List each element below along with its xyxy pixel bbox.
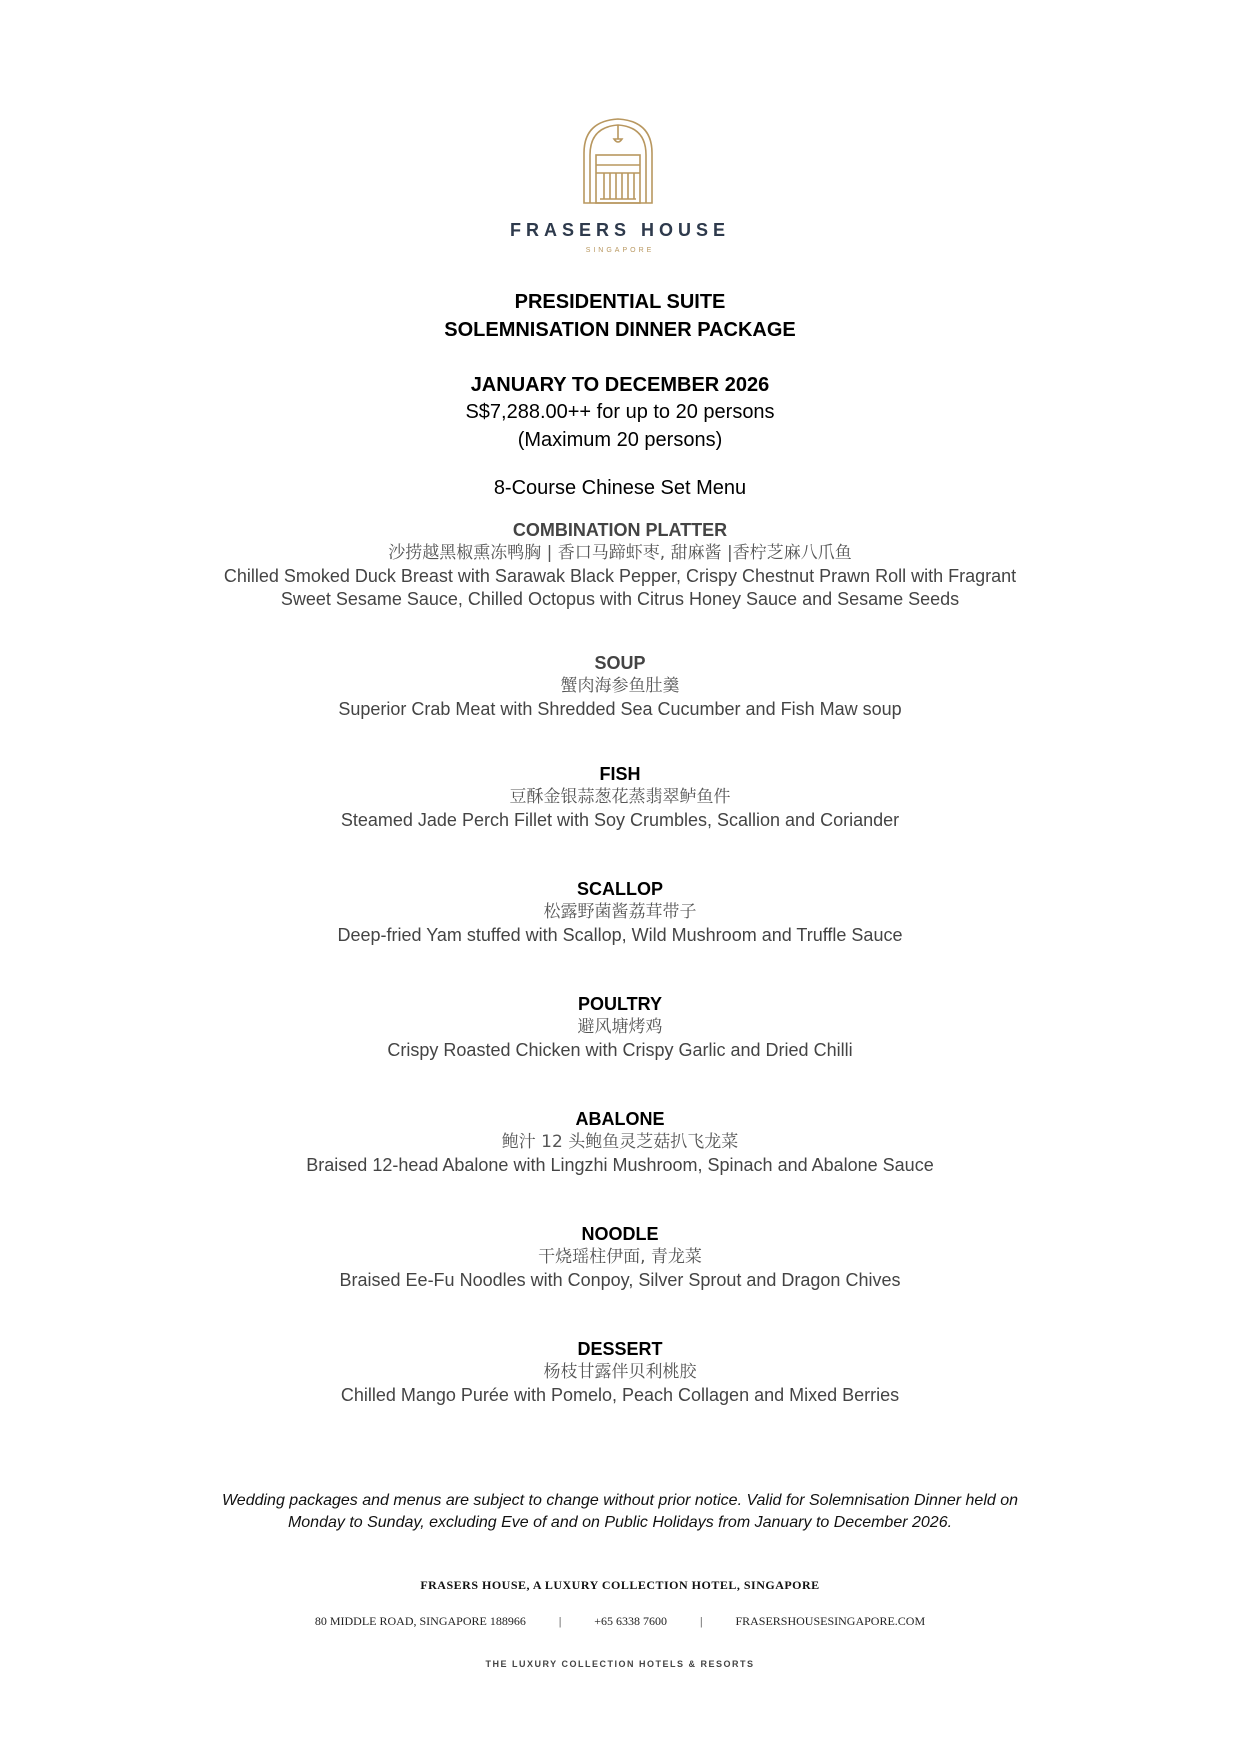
footer-phone: +65 6338 7600 [594, 1614, 668, 1628]
menu-name: 8-Course Chinese Set Menu [493, 477, 747, 499]
course-description-line-2: Sweet Sesame Sauce, Chilled Octopus with Citrus Honey Sauce and Sesame Seeds [280, 589, 960, 609]
course-poultry [0, 993, 1240, 1062]
course-heading: POULTRY [578, 994, 662, 1014]
course-description: Braised 12-head Abalone with Lingzhi Mushroom, Spinach and Abalone Sauce [306, 1155, 934, 1175]
course-chinese-name: 沙捞越黑椒熏冻鸭胸 | 香口马蹄虾枣, 甜麻酱 |香柠芝麻八爪鱼 [388, 543, 852, 563]
course-soup [0, 652, 1240, 721]
footer-website: FRASERSHOUSESINGAPORE.COM [735, 1614, 926, 1628]
footer-hotel-name: FRASERS HOUSE, A LUXURY COLLECTION HOTEL, SINGAPORE [420, 1578, 820, 1592]
course-scallop [0, 878, 1240, 947]
course-dessert [0, 1338, 1240, 1407]
course-heading: DESSERT [577, 1339, 663, 1359]
footer-separator: | [558, 1614, 562, 1628]
course-heading: FISH [599, 764, 641, 784]
course-description: Deep-fried Yam stuffed with Scallop, Wild Mushroom and Truffle Sauce [337, 925, 903, 945]
max-persons: (Maximum 20 persons) [517, 429, 723, 451]
course-heading: SOUP [594, 653, 646, 673]
package-period: JANUARY TO DECEMBER 2026 [470, 374, 770, 396]
course-chinese-name: 蟹肉海参鱼肚羹 [560, 676, 680, 696]
disclaimer [0, 1490, 1240, 1534]
disclaimer-line-1: Wedding packages and menus are subject to change without prior notice. Valid for Solemnisation Dinner held on [221, 1492, 1019, 1509]
footer-collection: THE LUXURY COLLECTION HOTELS & RESORTS [485, 1659, 755, 1669]
course-chinese-name: 松露野菌酱荔茸带子 [543, 902, 697, 922]
course-description: Chilled Smoked Duck Breast with Sarawak Black Pepper, Crispy Chestnut Prawn Roll with Fragrant [223, 566, 1017, 586]
package-price: S$7,288.00++ for up to 20 persons [465, 401, 775, 423]
course-fish [0, 763, 1240, 832]
course-chinese-name: 杨枝甘露伴贝利桃胶 [543, 1362, 697, 1382]
course-chinese-name: 豆酥金银蒜葱花蒸翡翠鲈鱼件 [509, 787, 731, 807]
package-title-line-1: PRESIDENTIAL SUITE [514, 291, 726, 313]
brand-name: FRASERS HOUSE [509, 220, 731, 240]
course-heading: COMBINATION PLATTER [512, 520, 728, 540]
course-noodle [0, 1223, 1240, 1292]
course-description: Braised Ee-Fu Noodles with Conpoy, Silver Sprout and Dragon Chives [339, 1270, 901, 1290]
course-description: Crispy Roasted Chicken with Crispy Garlic and Dried Chilli [387, 1040, 853, 1060]
course-description: Steamed Jade Perch Fillet with Soy Crumbles, Scallion and Coriander [340, 810, 900, 830]
course-chinese-name: 避风塘烤鸡 [577, 1017, 663, 1037]
footer-address: 80 MIDDLE ROAD, SINGAPORE 188966 [314, 1614, 526, 1628]
frasers-house-logo [578, 115, 658, 205]
course-chinese-name: 干烧瑶柱伊面, 青龙菜 [538, 1247, 702, 1267]
course-combination-platter [0, 519, 1240, 611]
course-abalone [0, 1108, 1240, 1177]
course-heading: SCALLOP [576, 879, 663, 899]
course-chinese-name: 鲍汁 12 头鲍鱼灵芝菇扒飞龙菜 [501, 1132, 739, 1152]
disclaimer-line-2: Monday to Sunday, excluding Eve of and on Public Holidays from January to December 2026. [287, 1514, 953, 1531]
package-title-line-2: SOLEMNISATION DINNER PACKAGE [444, 319, 796, 341]
footer-separator: | [700, 1614, 703, 1628]
course-description: Superior Crab Meat with Shredded Sea Cucumber and Fish Maw soup [338, 699, 902, 719]
footer-contact [0, 1614, 1240, 1629]
course-heading: ABALONE [575, 1109, 665, 1129]
course-description: Chilled Mango Purée with Pomelo, Peach Collagen and Mixed Berries [340, 1385, 900, 1405]
course-heading: NOODLE [581, 1224, 659, 1244]
brand-location: SINGAPORE [585, 247, 655, 254]
